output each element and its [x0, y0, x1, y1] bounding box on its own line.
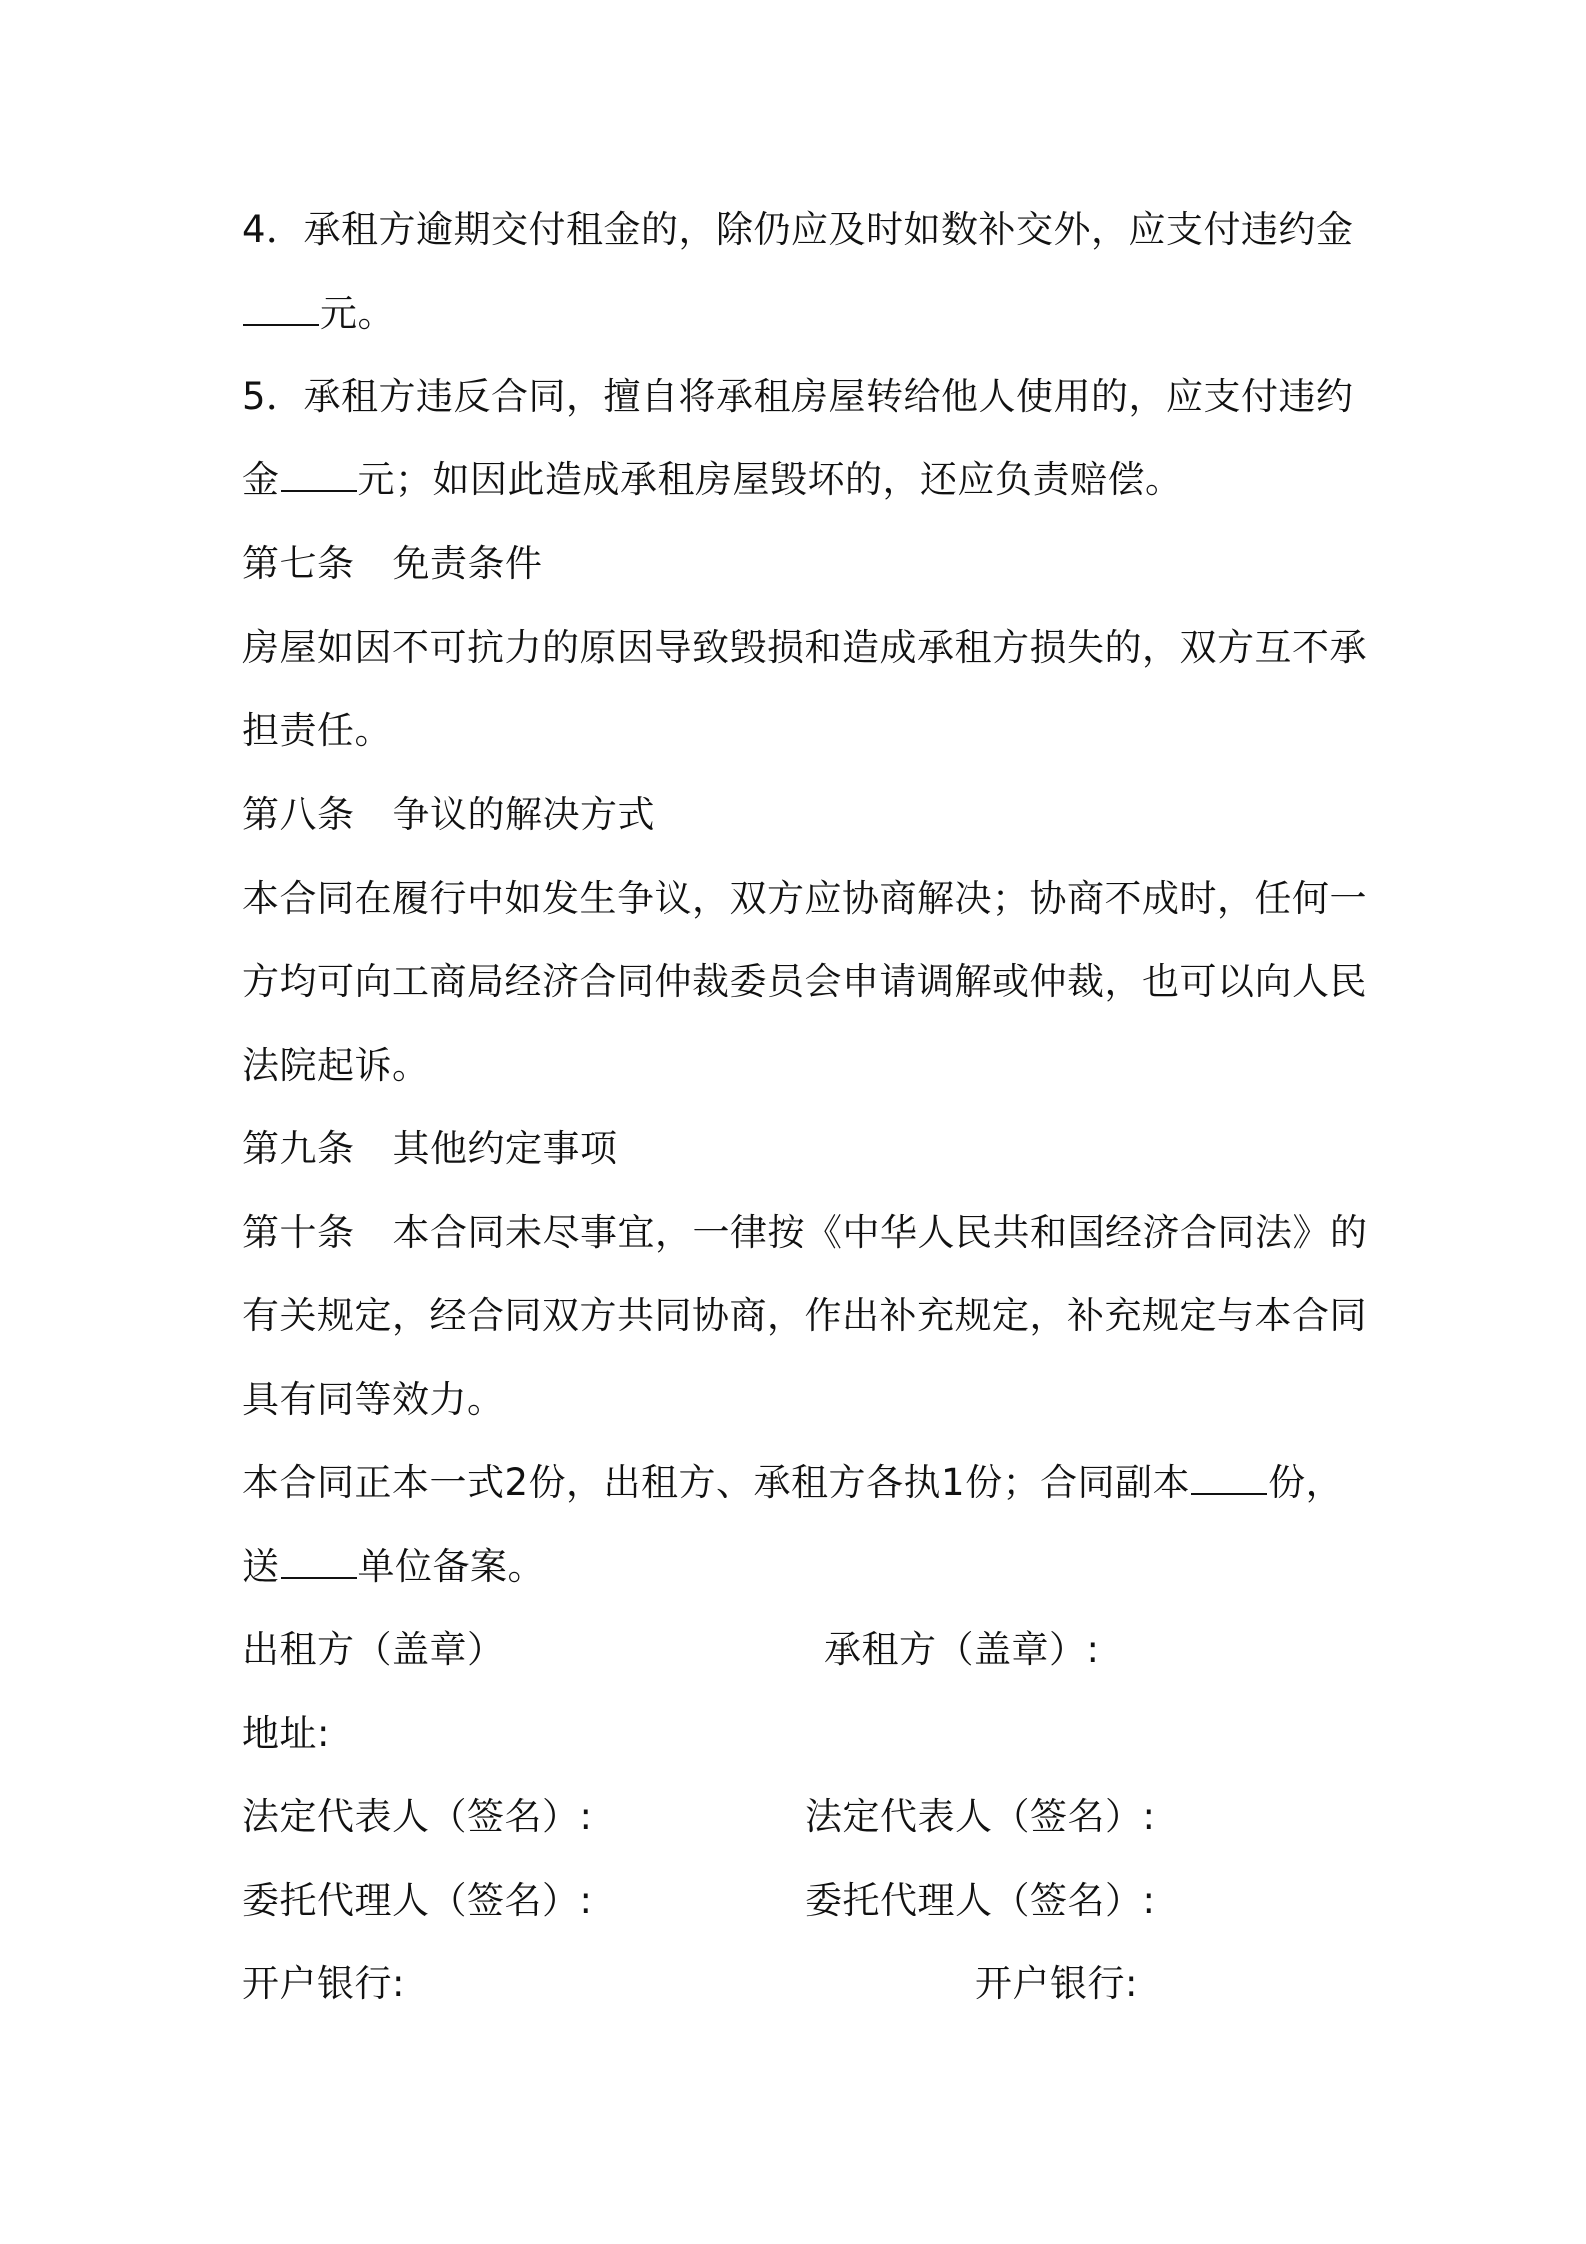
copies-suffix: 份， — [1268, 1461, 1344, 1504]
article8-heading — [242, 791, 655, 839]
lessee-agent — [805, 1877, 1155, 1925]
item4-text: 4．承租方逾期交付租金的，除仍应及时如数补交外，应支付违约金 — [242, 208, 1354, 251]
lessor-bank — [242, 1960, 405, 2008]
article9-number: 第九条 — [242, 1127, 355, 1170]
article10-text-1: 本合同未尽事宜，一律按《中华人民共和国经济合同法》的 — [392, 1211, 1368, 1254]
address-label: 地址: — [242, 1712, 330, 1755]
lessor-seal-label: 出租方（盖章） — [242, 1628, 505, 1671]
article7-number: 第七条 — [242, 542, 355, 585]
article8-body-line3 — [242, 1042, 430, 1090]
article8-text-3: 法院起诉。 — [242, 1044, 430, 1087]
lessor-seal — [242, 1626, 505, 1674]
address — [242, 1710, 330, 1758]
copies-prefix-2: 送 — [242, 1545, 280, 1588]
lessee-legal-rep — [805, 1793, 1155, 1841]
article10-number: 第十条 — [242, 1211, 355, 1254]
article7-text-2: 担责任。 — [242, 709, 392, 752]
item5-text: 5．承租方违反合同，擅自将承租房屋转给他人使用的，应支付违约 — [242, 375, 1354, 418]
item4-line1 — [242, 206, 1354, 254]
copies-line1 — [242, 1459, 1343, 1507]
article7-body-line2 — [242, 707, 392, 755]
article10-line2 — [242, 1292, 1367, 1340]
penalty-blank — [243, 290, 319, 326]
item5-line1 — [242, 373, 1354, 421]
article10-text-2: 有关规定，经合同双方共同协商，作出补充规定，补充规定与本合同 — [242, 1294, 1367, 1337]
item5-suffix: 元；如因此造成承租房屋毁坏的，还应负责赔偿。 — [357, 458, 1183, 501]
lessee-bank-label: 开户银行: — [975, 1962, 1138, 2005]
lessee-bank — [975, 1960, 1138, 2008]
lessor-agent — [242, 1877, 592, 1925]
item5-line2 — [242, 456, 1183, 504]
unit-blank — [281, 1543, 357, 1579]
article7-heading — [242, 540, 543, 588]
lessee-seal-label: 承租方（盖章）: — [824, 1628, 1100, 1671]
article8-number: 第八条 — [242, 793, 355, 836]
lessor-legal-rep — [242, 1793, 592, 1841]
lessee-seal — [824, 1626, 1099, 1674]
item5-prefix: 金 — [242, 458, 280, 501]
lessee-agent-label: 委托代理人（签名）: — [805, 1879, 1156, 1922]
penalty-blank-2 — [281, 456, 357, 492]
item4-suffix: 元。 — [320, 292, 395, 335]
article8-title: 争议的解决方式 — [392, 793, 655, 836]
article10-line1 — [242, 1209, 1368, 1257]
article10-line3 — [242, 1376, 505, 1424]
lessor-agent-label: 委托代理人（签名）: — [242, 1879, 593, 1922]
article7-title: 免责条件 — [392, 542, 543, 585]
article8-body-line2 — [242, 958, 1367, 1006]
article7-body-line1 — [242, 624, 1367, 672]
copies-suffix-2: 单位备案。 — [357, 1545, 545, 1588]
copies-text-1: 本合同正本一式2份，出租方、承租方各执1份；合同副本 — [242, 1461, 1191, 1504]
copies-blank — [1191, 1459, 1267, 1495]
item4-line2 — [242, 290, 395, 338]
article8-text-1: 本合同在履行中如发生争议，双方应协商解决；协商不成时，任何一 — [242, 877, 1367, 920]
lessor-legal-rep-label: 法定代表人（签名）: — [242, 1795, 593, 1838]
article8-body-line1 — [242, 875, 1367, 923]
article7-text-1: 房屋如因不可抗力的原因导致毁损和造成承租方损失的，双方互不承 — [242, 626, 1367, 669]
article8-text-2: 方均可向工商局经济合同仲裁委员会申请调解或仲裁，也可以向人民 — [242, 960, 1367, 1003]
article9-title: 其他约定事项 — [392, 1127, 618, 1170]
lessee-legal-rep-label: 法定代表人（签名）: — [805, 1795, 1156, 1838]
copies-line2 — [242, 1543, 545, 1591]
article10-text-3: 具有同等效力。 — [242, 1378, 505, 1421]
article9-heading — [242, 1125, 618, 1173]
lessor-bank-label: 开户银行: — [242, 1962, 405, 2005]
